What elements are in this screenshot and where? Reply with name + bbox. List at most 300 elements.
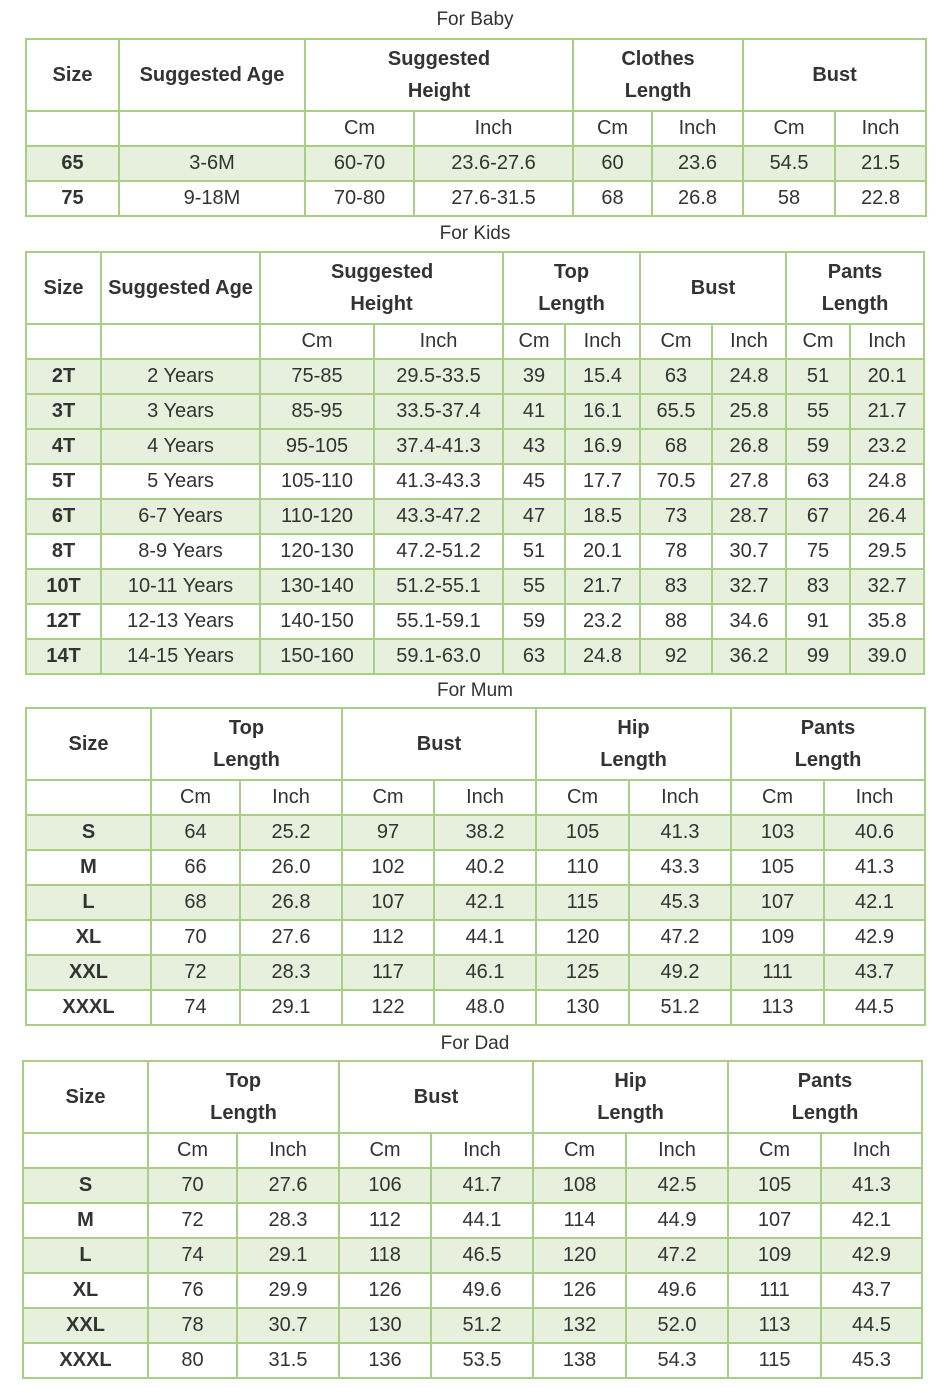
- cell-height-cm: 75-85: [260, 359, 374, 394]
- cell-pants-inch: 26.4: [850, 499, 924, 534]
- cell-size: L: [26, 885, 151, 920]
- cell-size: 10T: [26, 569, 101, 604]
- cell-bust-cm: 126: [339, 1273, 431, 1308]
- cell-hip-inch: 47.2: [629, 920, 731, 955]
- unit-cm: Cm: [573, 111, 652, 146]
- cell-pants-cm: 109: [728, 1238, 821, 1273]
- cell-top-cm: 78: [148, 1308, 237, 1343]
- unit-inch: Inch: [835, 111, 926, 146]
- cell-bust-cm: 97: [342, 815, 434, 850]
- cell-top-inch: 29.9: [237, 1273, 339, 1308]
- cell-top-cm: 45: [503, 464, 565, 499]
- cell-top-inch: 30.7: [237, 1308, 339, 1343]
- cell-pants-cm: 113: [728, 1308, 821, 1343]
- cell-hip-cm: 120: [533, 1238, 626, 1273]
- cell-bust-inch: 44.1: [434, 920, 536, 955]
- cell-top-cm: 72: [148, 1203, 237, 1238]
- baby-size-table: [25, 38, 927, 217]
- table-row: [26, 815, 925, 850]
- cell-bust-cm: 70.5: [640, 464, 712, 499]
- unit-inch: Inch: [821, 1133, 922, 1168]
- cell-pants-inch: 41.3: [821, 1168, 922, 1203]
- table-row: [26, 885, 925, 920]
- cell-top-cm: 43: [503, 429, 565, 464]
- cell-bust-inch: 22.8: [835, 181, 926, 216]
- table-row: [26, 604, 924, 639]
- table-header-row: [26, 39, 926, 111]
- cell-hip-inch: 52.0: [626, 1308, 728, 1343]
- cell-pants-cm: 111: [731, 955, 824, 990]
- unit-blank: [119, 111, 305, 146]
- cell-height-inch: 33.5-37.4: [374, 394, 503, 429]
- cell-top-cm: 72: [151, 955, 240, 990]
- cell-top-inch: 16.9: [565, 429, 640, 464]
- unit-inch: Inch: [240, 780, 342, 815]
- cell-hip-inch: 49.2: [629, 955, 731, 990]
- table-unit-row: [26, 780, 925, 815]
- cell-bust-cm: 63: [640, 359, 712, 394]
- cell-height-cm: 150-160: [260, 639, 374, 674]
- cell-pants-cm: 59: [786, 429, 850, 464]
- header-hip-length: Hip Length: [533, 1061, 728, 1133]
- cell-top-inch: 20.1: [565, 534, 640, 569]
- cell-size: L: [23, 1238, 148, 1273]
- cell-bust-inch: 36.2: [712, 639, 786, 674]
- cell-top-inch: 15.4: [565, 359, 640, 394]
- cell-bust-cm: 92: [640, 639, 712, 674]
- cell-pants-inch: 39.0: [850, 639, 924, 674]
- cell-hip-cm: 126: [533, 1273, 626, 1308]
- unit-inch: Inch: [237, 1133, 339, 1168]
- cell-top-cm: 74: [151, 990, 240, 1025]
- cell-height-inch: 51.2-55.1: [374, 569, 503, 604]
- header-size: Size: [26, 39, 119, 111]
- cell-top-inch: 27.6: [237, 1168, 339, 1203]
- cell-top-cm: 63: [503, 639, 565, 674]
- unit-blank: [23, 1133, 148, 1168]
- unit-inch: Inch: [652, 111, 743, 146]
- cell-height-inch: 29.5-33.5: [374, 359, 503, 394]
- cell-pants-cm: 115: [728, 1343, 821, 1378]
- cell-age: 10-11 Years: [101, 569, 260, 604]
- table-row: [26, 850, 925, 885]
- cell-pants-inch: 42.9: [821, 1238, 922, 1273]
- cell-bust-inch: 38.2: [434, 815, 536, 850]
- header-top-length: Top Length: [503, 252, 640, 324]
- cell-pants-inch: 24.8: [850, 464, 924, 499]
- cell-bust-inch: 48.0: [434, 990, 536, 1025]
- unit-inch: Inch: [414, 111, 573, 146]
- cell-bust-cm: 68: [640, 429, 712, 464]
- unit-blank: [26, 111, 119, 146]
- cell-bust-inch: 27.8: [712, 464, 786, 499]
- unit-cm: Cm: [148, 1133, 237, 1168]
- cell-top-cm: 74: [148, 1238, 237, 1273]
- cell-hip-inch: 49.6: [626, 1273, 728, 1308]
- cell-bust-cm: 117: [342, 955, 434, 990]
- unit-cm: Cm: [533, 1133, 626, 1168]
- cell-bust-inch: 42.1: [434, 885, 536, 920]
- dad-section-title: For Dad: [440, 1033, 510, 1054]
- table-row: [26, 920, 925, 955]
- kids-section-title: For Kids: [439, 223, 511, 244]
- cell-age: 6-7 Years: [101, 499, 260, 534]
- table-row: [26, 359, 924, 394]
- cell-bust-inch: 49.6: [431, 1273, 533, 1308]
- unit-blank: [101, 324, 260, 359]
- cell-bust-inch: 40.2: [434, 850, 536, 885]
- cell-bust-cm: 118: [339, 1238, 431, 1273]
- cell-pants-inch: 40.6: [824, 815, 925, 850]
- header-suggested-age: Suggested Age: [101, 252, 260, 324]
- cell-height-cm: 140-150: [260, 604, 374, 639]
- header-suggested-height: Suggested Height: [305, 39, 573, 111]
- cell-top-cm: 76: [148, 1273, 237, 1308]
- header-top-length: Top Length: [151, 708, 342, 780]
- cell-pants-inch: 20.1: [850, 359, 924, 394]
- cell-pants-inch: 42.9: [824, 920, 925, 955]
- table-row: [26, 499, 924, 534]
- cell-bust-inch: 21.5: [835, 146, 926, 181]
- cell-top-inch: 31.5: [237, 1343, 339, 1378]
- cell-hip-cm: 114: [533, 1203, 626, 1238]
- table-row: [23, 1168, 922, 1203]
- cell-top-inch: 16.1: [565, 394, 640, 429]
- header-bust: Bust: [339, 1061, 533, 1133]
- cell-hip-inch: 44.9: [626, 1203, 728, 1238]
- cell-pants-cm: 113: [731, 990, 824, 1025]
- table-row: [26, 990, 925, 1025]
- cell-top-inch: 23.2: [565, 604, 640, 639]
- cell-length-cm: 68: [573, 181, 652, 216]
- cell-bust-cm: 122: [342, 990, 434, 1025]
- cell-height-inch: 41.3-43.3: [374, 464, 503, 499]
- header-suggested-age: Suggested Age: [119, 39, 305, 111]
- cell-size: 65: [26, 146, 119, 181]
- cell-height-cm: 95-105: [260, 429, 374, 464]
- cell-bust-cm: 78: [640, 534, 712, 569]
- cell-size: M: [23, 1203, 148, 1238]
- cell-pants-cm: 91: [786, 604, 850, 639]
- cell-top-inch: 28.3: [240, 955, 342, 990]
- unit-inch: Inch: [850, 324, 924, 359]
- cell-hip-inch: 41.3: [629, 815, 731, 850]
- unit-inch: Inch: [565, 324, 640, 359]
- cell-bust-cm: 83: [640, 569, 712, 604]
- cell-bust-cm: 106: [339, 1168, 431, 1203]
- cell-bust-cm: 136: [339, 1343, 431, 1378]
- cell-pants-cm: 111: [728, 1273, 821, 1308]
- unit-cm: Cm: [743, 111, 835, 146]
- table-row: [26, 394, 924, 429]
- table-row: [23, 1343, 922, 1378]
- cell-hip-cm: 125: [536, 955, 629, 990]
- cell-bust-cm: 65.5: [640, 394, 712, 429]
- cell-size: XL: [23, 1273, 148, 1308]
- cell-bust-inch: 30.7: [712, 534, 786, 569]
- cell-length-inch: 23.6: [652, 146, 743, 181]
- table-header-row: [26, 252, 924, 324]
- cell-pants-inch: 29.5: [850, 534, 924, 569]
- cell-bust-cm: 102: [342, 850, 434, 885]
- cell-age: 8-9 Years: [101, 534, 260, 569]
- cell-pants-cm: 51: [786, 359, 850, 394]
- cell-pants-inch: 42.1: [821, 1203, 922, 1238]
- cell-height-inch: 55.1-59.1: [374, 604, 503, 639]
- cell-top-cm: 66: [151, 850, 240, 885]
- cell-height-cm: 110-120: [260, 499, 374, 534]
- cell-bust-inch: 32.7: [712, 569, 786, 604]
- header-pants-length: Pants Length: [786, 252, 924, 324]
- cell-top-inch: 28.3: [237, 1203, 339, 1238]
- cell-hip-cm: 110: [536, 850, 629, 885]
- cell-bust-inch: 24.8: [712, 359, 786, 394]
- table-row: [23, 1203, 922, 1238]
- cell-pants-cm: 83: [786, 569, 850, 604]
- cell-size: 6T: [26, 499, 101, 534]
- table-row: [26, 181, 926, 216]
- cell-height-cm: 130-140: [260, 569, 374, 604]
- cell-hip-cm: 105: [536, 815, 629, 850]
- cell-height-cm: 60-70: [305, 146, 414, 181]
- cell-height-inch: 43.3-47.2: [374, 499, 503, 534]
- cell-pants-inch: 44.5: [821, 1308, 922, 1343]
- table-header-row: [26, 708, 925, 780]
- cell-height-inch: 47.2-51.2: [374, 534, 503, 569]
- cell-top-cm: 80: [148, 1343, 237, 1378]
- cell-top-cm: 51: [503, 534, 565, 569]
- unit-cm: Cm: [260, 324, 374, 359]
- cell-bust-cm: 112: [339, 1203, 431, 1238]
- cell-age: 2 Years: [101, 359, 260, 394]
- cell-top-cm: 68: [151, 885, 240, 920]
- cell-bust-cm: 112: [342, 920, 434, 955]
- cell-top-inch: 24.8: [565, 639, 640, 674]
- cell-hip-inch: 54.3: [626, 1343, 728, 1378]
- cell-top-inch: 26.0: [240, 850, 342, 885]
- cell-pants-cm: 105: [728, 1168, 821, 1203]
- unit-cm: Cm: [731, 780, 824, 815]
- header-size: Size: [26, 252, 101, 324]
- header-size: Size: [23, 1061, 148, 1133]
- unit-inch: Inch: [431, 1133, 533, 1168]
- cell-hip-cm: 130: [536, 990, 629, 1025]
- cell-size: S: [23, 1168, 148, 1203]
- cell-age: 12-13 Years: [101, 604, 260, 639]
- cell-top-cm: 70: [151, 920, 240, 955]
- cell-pants-inch: 43.7: [821, 1273, 922, 1308]
- cell-size: XXL: [26, 955, 151, 990]
- cell-length-cm: 60: [573, 146, 652, 181]
- cell-pants-inch: 41.3: [824, 850, 925, 885]
- cell-hip-cm: 138: [533, 1343, 626, 1378]
- unit-inch: Inch: [626, 1133, 728, 1168]
- cell-pants-inch: 43.7: [824, 955, 925, 990]
- cell-top-inch: 17.7: [565, 464, 640, 499]
- cell-age: 3-6M: [119, 146, 305, 181]
- unit-cm: Cm: [786, 324, 850, 359]
- cell-size: 8T: [26, 534, 101, 569]
- cell-pants-cm: 105: [731, 850, 824, 885]
- cell-height-inch: 59.1-63.0: [374, 639, 503, 674]
- unit-cm: Cm: [640, 324, 712, 359]
- cell-bust-inch: 53.5: [431, 1343, 533, 1378]
- cell-age: 9-18M: [119, 181, 305, 216]
- header-bust: Bust: [640, 252, 786, 324]
- cell-size: 75: [26, 181, 119, 216]
- cell-height-cm: 120-130: [260, 534, 374, 569]
- cell-size: XL: [26, 920, 151, 955]
- cell-height-cm: 70-80: [305, 181, 414, 216]
- cell-size: 3T: [26, 394, 101, 429]
- cell-pants-cm: 103: [731, 815, 824, 850]
- unit-blank: [26, 780, 151, 815]
- table-row: [26, 955, 925, 990]
- unit-blank: [26, 324, 101, 359]
- cell-bust-inch: 44.1: [431, 1203, 533, 1238]
- cell-size: XXXL: [23, 1343, 148, 1378]
- header-size: Size: [26, 708, 151, 780]
- unit-cm: Cm: [503, 324, 565, 359]
- unit-cm: Cm: [151, 780, 240, 815]
- table-row: [26, 534, 924, 569]
- unit-cm: Cm: [536, 780, 629, 815]
- table-row: [26, 639, 924, 674]
- cell-size: 4T: [26, 429, 101, 464]
- cell-top-cm: 39: [503, 359, 565, 394]
- cell-hip-cm: 132: [533, 1308, 626, 1343]
- cell-pants-cm: 99: [786, 639, 850, 674]
- cell-pants-cm: 107: [728, 1203, 821, 1238]
- cell-top-inch: 27.6: [240, 920, 342, 955]
- table-row: [23, 1238, 922, 1273]
- cell-top-cm: 70: [148, 1168, 237, 1203]
- cell-pants-cm: 107: [731, 885, 824, 920]
- table-unit-row: [23, 1133, 922, 1168]
- unit-inch: Inch: [434, 780, 536, 815]
- cell-height-inch: 37.4-41.3: [374, 429, 503, 464]
- table-unit-row: [26, 111, 926, 146]
- cell-size: S: [26, 815, 151, 850]
- cell-top-cm: 59: [503, 604, 565, 639]
- cell-top-cm: 41: [503, 394, 565, 429]
- unit-cm: Cm: [728, 1133, 821, 1168]
- kids-size-table: [25, 251, 925, 675]
- header-pants-length: Pants Length: [731, 708, 925, 780]
- cell-bust-inch: 28.7: [712, 499, 786, 534]
- cell-size: XXXL: [26, 990, 151, 1025]
- cell-pants-cm: 75: [786, 534, 850, 569]
- cell-bust-cm: 130: [339, 1308, 431, 1343]
- cell-pants-inch: 35.8: [850, 604, 924, 639]
- cell-height-cm: 85-95: [260, 394, 374, 429]
- cell-top-cm: 64: [151, 815, 240, 850]
- cell-top-inch: 21.7: [565, 569, 640, 604]
- table-row: [26, 429, 924, 464]
- cell-size: 5T: [26, 464, 101, 499]
- cell-age: 5 Years: [101, 464, 260, 499]
- cell-size: M: [26, 850, 151, 885]
- cell-bust-cm: 107: [342, 885, 434, 920]
- table-header-row: [23, 1061, 922, 1133]
- cell-top-cm: 47: [503, 499, 565, 534]
- cell-length-inch: 26.8: [652, 181, 743, 216]
- table-row: [23, 1308, 922, 1343]
- cell-top-cm: 55: [503, 569, 565, 604]
- header-hip-length: Hip Length: [536, 708, 731, 780]
- dad-size-table: [22, 1060, 923, 1379]
- unit-inch: Inch: [374, 324, 503, 359]
- cell-hip-inch: 42.5: [626, 1168, 728, 1203]
- cell-top-inch: 25.2: [240, 815, 342, 850]
- cell-bust-inch: 46.5: [431, 1238, 533, 1273]
- cell-pants-cm: 67: [786, 499, 850, 534]
- header-clothes-length: Clothes Length: [573, 39, 743, 111]
- header-top-length: Top Length: [148, 1061, 339, 1133]
- cell-bust-inch: 46.1: [434, 955, 536, 990]
- unit-cm: Cm: [342, 780, 434, 815]
- header-bust: Bust: [743, 39, 926, 111]
- cell-size: 2T: [26, 359, 101, 394]
- cell-pants-inch: 45.3: [821, 1343, 922, 1378]
- cell-pants-inch: 21.7: [850, 394, 924, 429]
- cell-hip-inch: 51.2: [629, 990, 731, 1025]
- table-unit-row: [26, 324, 924, 359]
- unit-cm: Cm: [339, 1133, 431, 1168]
- header-bust: Bust: [342, 708, 536, 780]
- cell-bust-cm: 73: [640, 499, 712, 534]
- cell-hip-inch: 43.3: [629, 850, 731, 885]
- table-row: [26, 464, 924, 499]
- unit-inch: Inch: [629, 780, 731, 815]
- cell-height-inch: 23.6-27.6: [414, 146, 573, 181]
- cell-hip-inch: 47.2: [626, 1238, 728, 1273]
- cell-top-inch: 18.5: [565, 499, 640, 534]
- cell-bust-inch: 51.2: [431, 1308, 533, 1343]
- baby-section-title: For Baby: [436, 9, 514, 30]
- cell-age: 4 Years: [101, 429, 260, 464]
- table-row: [26, 569, 924, 604]
- cell-size: 12T: [26, 604, 101, 639]
- cell-bust-cm: 54.5: [743, 146, 835, 181]
- cell-size: 14T: [26, 639, 101, 674]
- cell-hip-inch: 45.3: [629, 885, 731, 920]
- cell-pants-cm: 63: [786, 464, 850, 499]
- cell-bust-inch: 34.6: [712, 604, 786, 639]
- header-pants-length: Pants Length: [728, 1061, 922, 1133]
- table-row: [26, 146, 926, 181]
- cell-top-inch: 26.8: [240, 885, 342, 920]
- cell-height-inch: 27.6-31.5: [414, 181, 573, 216]
- cell-age: 3 Years: [101, 394, 260, 429]
- mum-section-title: For Mum: [437, 680, 513, 701]
- unit-inch: Inch: [712, 324, 786, 359]
- cell-pants-inch: 23.2: [850, 429, 924, 464]
- cell-bust-cm: 58: [743, 181, 835, 216]
- cell-hip-cm: 115: [536, 885, 629, 920]
- table-row: [23, 1273, 922, 1308]
- cell-hip-cm: 108: [533, 1168, 626, 1203]
- unit-cm: Cm: [305, 111, 414, 146]
- cell-age: 14-15 Years: [101, 639, 260, 674]
- cell-height-cm: 105-110: [260, 464, 374, 499]
- cell-bust-cm: 88: [640, 604, 712, 639]
- cell-bust-inch: 41.7: [431, 1168, 533, 1203]
- cell-pants-cm: 55: [786, 394, 850, 429]
- cell-hip-cm: 120: [536, 920, 629, 955]
- mum-size-table: [25, 707, 926, 1026]
- cell-pants-inch: 42.1: [824, 885, 925, 920]
